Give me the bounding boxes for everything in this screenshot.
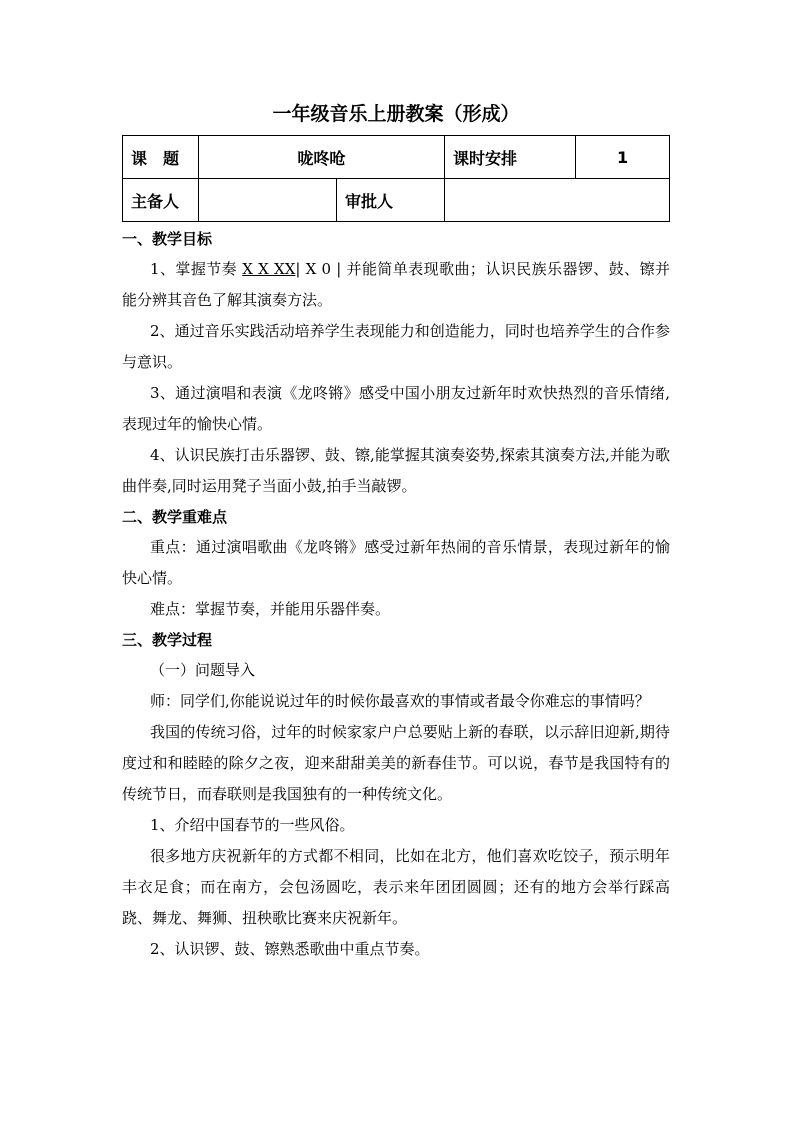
subject-label: 课 题 bbox=[123, 136, 199, 179]
goal-item-4: 4、认识民族打击乐器锣、鼓、镲,能掌握其演奏姿势,探索其演奏方法,并能为歌曲伴奏,同时运用凳子当面小鼓,拍手当敲锣。 bbox=[122, 446, 670, 495]
process-step-2: 2、认识锣、鼓、镲熟悉歌曲中重点节奏。 bbox=[150, 940, 430, 958]
preparer-value bbox=[199, 179, 337, 222]
process-step-1: 1、介绍中国春节的一些风俗。 bbox=[150, 816, 355, 834]
goal-item-1 bbox=[122, 254, 670, 316]
rhythm-notation: X X XX bbox=[242, 260, 296, 278]
preparer-label: 主备人 bbox=[123, 179, 199, 222]
section-heading-key-points: 二、教学重难点 bbox=[122, 508, 228, 526]
goal-item-3: 3、通过演唱和表演《龙咚锵》感受中国小朋友过新年时欢快热烈的音乐情绪,表现过年的愉快心情。 bbox=[122, 384, 670, 433]
table-row bbox=[123, 179, 670, 222]
section-heading-process: 三、教学过程 bbox=[122, 631, 213, 649]
approver-value bbox=[445, 179, 670, 222]
lesson-info-table bbox=[122, 135, 670, 222]
process-subheading: （一）问题导入 bbox=[150, 661, 256, 679]
key-point-focus: 重点：通过演唱歌曲《龙咚锵》感受过新年热闹的音乐情景，表现过新年的愉快心情。 bbox=[122, 538, 670, 587]
hours-label: 课时安排 bbox=[445, 136, 576, 179]
key-point-difficulty: 难点：掌握节奏，并能用乐器伴奏。 bbox=[150, 600, 391, 618]
hours-value: 1 bbox=[576, 136, 670, 179]
process-teacher-question: 师：同学们,你能说说过年的时候你最喜欢的事情或者最令你难忘的事情吗？ bbox=[150, 692, 650, 710]
subject-value: 咙咚呛 bbox=[199, 136, 445, 179]
process-custom-paragraph: 我国的传统习俗，过年的时候家家户户总要贴上新的春联，以示辞旧迎新,期待度过和和睦睦的除夕之夜，迎来甜甜美美的新春佳节。可以说，春节是我国特有的传统节日，而春联则是我国独有的一种传统文化。 bbox=[122, 723, 670, 803]
page-title: 一年级音乐上册教案（形成） bbox=[272, 103, 520, 125]
document-page bbox=[122, 95, 670, 965]
goal-item-1-text: 并能简单表现歌曲；认识民族乐器锣、鼓、镲并能分辨其音色了解其演奏方法。 bbox=[122, 260, 671, 309]
goal-item-1-prefix: 1、掌握节奏 bbox=[150, 260, 243, 278]
rhythm-rest: | X 0 | bbox=[295, 260, 342, 278]
goal-item-2: 2、通过音乐实践活动培养学生表现能力和创造能力，同时也培养学生的合作参与意识。 bbox=[122, 322, 670, 371]
approver-label: 审批人 bbox=[337, 179, 445, 222]
process-ways-paragraph: 很多地方庆祝新年的方式都不相同，比如在北方，他们喜欢吃饺子，预示明年丰衣足食；而在南方，会包汤圆吃，表示来年团团圆圆；还有的地方会举行踩高跷、舞龙、舞狮、扭秧歌比赛来庆祝新年。 bbox=[122, 847, 670, 927]
section-heading-goals: 一、教学目标 bbox=[122, 230, 213, 248]
table-row bbox=[123, 136, 670, 179]
